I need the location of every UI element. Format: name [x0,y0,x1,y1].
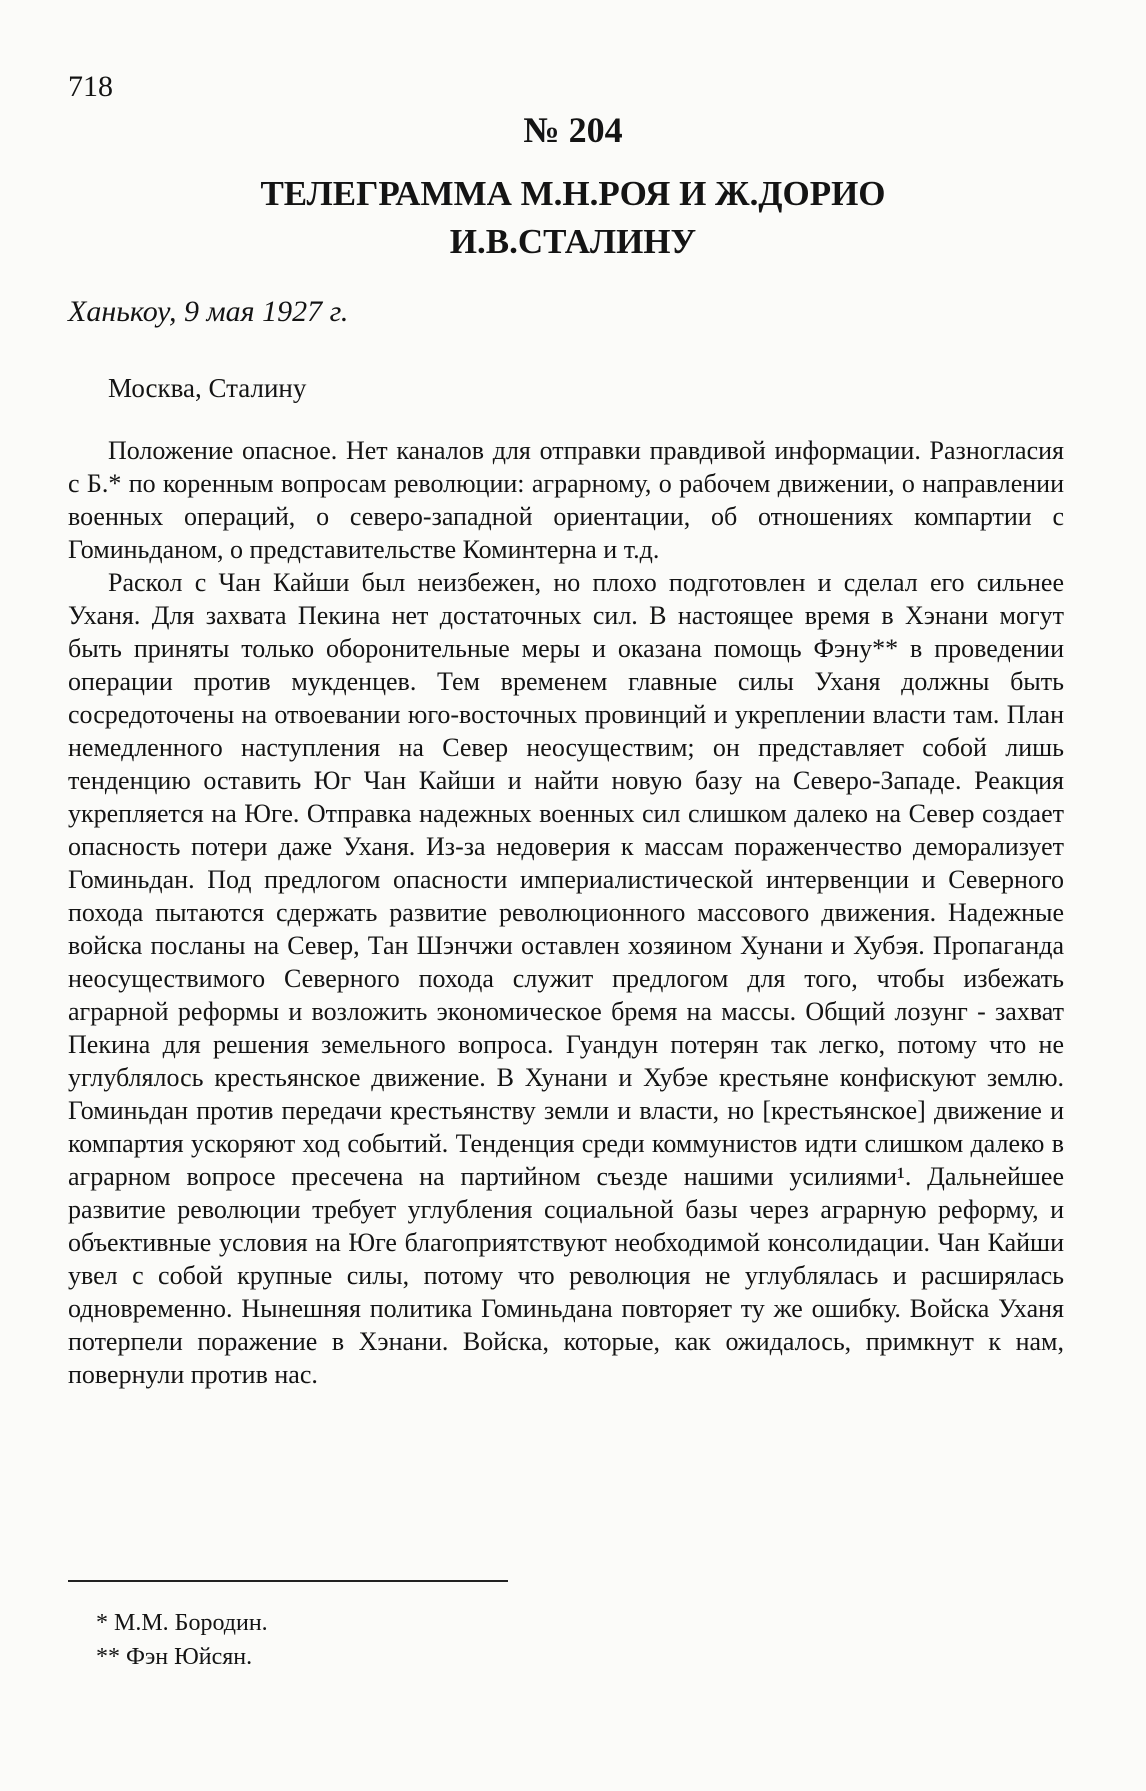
telegram-body [68,434,1064,1391]
footnote-feng: ** Фэн Юйсян. [96,1644,253,1670]
document-title: ТЕЛЕГРАММА М.Н.РОЯ И Ж.ДОРИО И.В.СТАЛИНУ [260,174,886,261]
place-and-date: Ханькоу, 9 мая 1927 г. [68,295,349,328]
body-paragraph: Положение опасное. Нет каналов для отправки правдивой информации. Разногласия с Б.* по коренным вопросам революции: аграрному, о рабочем движении, о направлении военных операций, о северо-западной ориентации, об отношениях компартии с Гоминьданом, о представительстве Коминтерна и т.д. [68,436,1064,564]
footnotes [96,1606,268,1674]
telegram-addressee: Москва, Сталину [108,373,307,403]
page-number: 718 [68,70,113,103]
footnote-divider [68,1580,508,1582]
body-paragraph: Раскол с Чан Кайши был неизбежен, но плохо подготовлен и сделал его сильнее Уханя. Для захвата Пекина нет достаточных сил. В настоящее время в Хэнани могут быть приняты только оборонительные меры и оказана помощь Фэну** в проведении операции против мукденцев. Тем временем главные силы Уханя должны быть сосредоточены на отвоевании юго-восточных провинций и укреплении власти там. План немедленного наступления на Север неосуществим; он представляет собой лишь тенденцию оставить Юг Чан Кайши и найти новую базу на Северо-Западе. Реакция укрепляется на Юге. Отправка надежных военных сил слишком далеко на Север создает опасность потери даже Уханя. Из-за недоверия к массам пораженчество деморализует Гоминьдан. Под предлогом опасности империалистической интервенции и Северного похода пытаются сдержать развитие революционного массового движения. Надежные войска посланы на Север, Тан Шэнчжи оставлен хозяином Хунани и Хубэя. Пропаганда неосуществимого Северного похода служит предлогом для того, чтобы избежать аграрной реформы и возложить экономическое бремя на массы. Общий лозунг - захват Пекина для решения земельного вопроса. Гуандун потерян так легко, потому что не углублялось крестьянское движение. В Хунани и Хубэе крестьяне конфискуют землю. Гоминьдан против передачи крестьянству земли и власти, но [крестьянское] движение и компартия ускоряют ход событий. Тенденция среди коммунистов идти слишком далеко в аграрном вопросе пресечена на партийном съезде нашими усилиями¹. Дальнейшее развитие революции требует углубления социальной базы через аграрную реформу, и объективные условия на Юге благоприятствуют необходимой консолидации. Чан Кайши увел с собой крупные силы, потому что революция не углублялась и расширялась одновременно. Нынешняя политика Гоминьдана повторяет ту же ошибку. Войска Уханя потерпели поражение в Хэнани. Войска, которые, как ожидалось, примкнут к нам, повернули против нас. [68,568,1064,1389]
document-number: № 204 [523,110,623,150]
footnote-borodin: * М.М. Бородин. [96,1610,268,1636]
